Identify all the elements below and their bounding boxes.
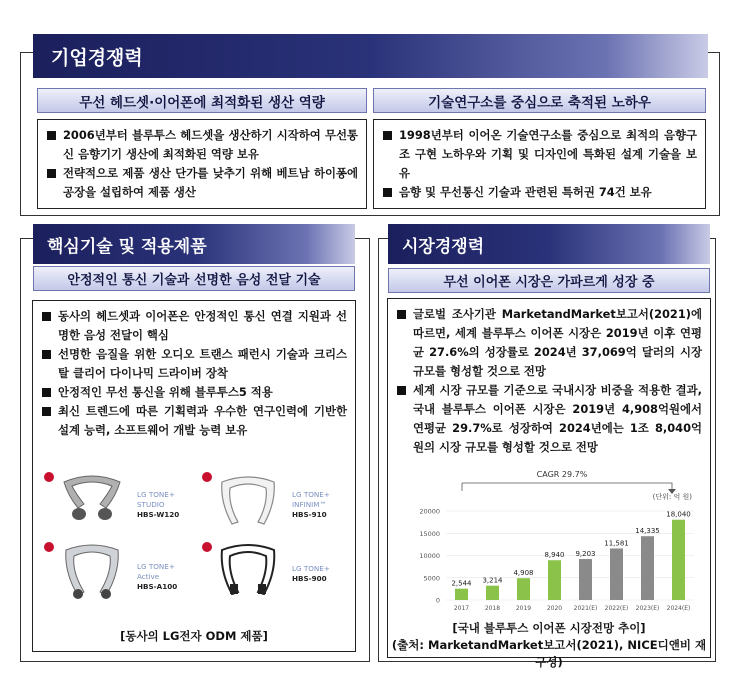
bar-value-label: 2,544 [451, 579, 472, 588]
market-section-title: 시장경쟁력 [388, 224, 710, 264]
bar-2018 [486, 586, 499, 600]
company-right-box [373, 119, 706, 209]
bar-value-label: 3,214 [482, 576, 503, 585]
bar-value-label: 14,335 [635, 527, 660, 536]
product-hbs-a100 [42, 540, 192, 602]
company-section-title [33, 34, 708, 78]
product-series: LG TONE+ STUDIO [137, 490, 175, 509]
bar-2023(E) [641, 536, 654, 600]
x-tick-label: 2018 [484, 605, 501, 612]
neckband-headset-icon [56, 474, 128, 526]
cagr-arrow [462, 483, 672, 491]
bar-2021(E) [579, 559, 592, 600]
bar-value-label: 18,040 [666, 510, 691, 519]
bar-2020 [548, 560, 561, 600]
product-hbs-910 [200, 468, 350, 530]
bar-2017 [455, 589, 468, 600]
x-tick-label: 2020 [546, 605, 563, 612]
tech-bullet: 안정적인 무선 통신을 위해 블루투스5 적용 [41, 383, 347, 402]
x-tick-label: 2024(E) [666, 605, 691, 612]
bar-2022(E) [610, 548, 623, 600]
product-hbs-w120 [42, 468, 192, 530]
company-left-box [37, 119, 367, 209]
tech-products-caption: [동사의 LG전자 ODM 제품] [120, 629, 268, 643]
market-chart-caption [387, 620, 711, 671]
x-tick-label: 2021(E) [573, 605, 598, 612]
lg-logo-icon [44, 472, 54, 482]
company-right-bullet: 음향 및 무선통신 기술과 관련된 특허권 74건 보유 [382, 183, 697, 202]
market-bullet: 글로벌 조사기관 MarketandMarket보고서(2021)에 따르면, 세계 블루투스 이어폰 시장은 2019년 이후 연평균 27.6%의 성장률로 2024년 37,069억 달러의 시장 규모를 형성할 것으로 전망 [396, 305, 702, 381]
x-tick-label: 2017 [453, 605, 470, 612]
market-bullet: 세계 시장 규모를 기준으로 국내시장 비중을 적용한 결과, 국내 블루투스 이어폰 시장은 2019년 4,908억원에서 연평균 29.7%로 성장하여 2024년에는 1조 8,040억 원의 시장 규모를 형성할 것으로 전망 [396, 381, 702, 457]
lg-logo-icon [44, 542, 54, 552]
product-model: HBS-A100 [137, 582, 178, 591]
neckband-headset-icon [56, 542, 128, 600]
bar-2024(E) [672, 520, 685, 600]
unit-label: (단위: 억 원) [652, 493, 692, 501]
tech-bullet: 최신 트렌드에 따른 기획력과 우수한 연구인력에 기반한 설계 능력, 소프트웨어 개발 능력 보유 [41, 402, 347, 440]
bar-value-label: 8,940 [544, 551, 565, 560]
y-tick-label: 15000 [419, 529, 440, 538]
neckband-headset-icon [212, 542, 284, 600]
neckband-headset-icon [212, 472, 284, 530]
company-left-bullet: 전략적으로 제품 생산 단가를 낮추기 위해 베트남 하이퐁에 공장을 설립하여 제품 생산 [46, 164, 358, 202]
y-tick-label: 20000 [419, 507, 440, 516]
x-tick-label: 2019 [515, 605, 532, 612]
tech-bullet: 선명한 음질을 위한 오디오 트랜스 패런시 기술과 크리스탈 클리어 다이나믹 드라이버 장착 [41, 345, 347, 383]
market-chart-source: (출처: MarketandMarket보고서(2021), NICE디앤비 재구성) [391, 638, 707, 669]
cagr-annotation: CAGR 29.7% [536, 470, 588, 479]
company-right-bullet: 1998년부터 이어온 기술연구소를 중심으로 최적의 음향구조 구현 노하우와 기획 및 디자인에 특화된 설계 기술을 보유 [382, 126, 697, 183]
y-tick-label: 5000 [423, 574, 440, 583]
company-left-subtitle: 무선 헤드셋·이어폰에 최적화된 생산 역량 [37, 88, 367, 113]
tech-section-title: 핵심기술 및 적용제품 [33, 224, 355, 264]
product-hbs-900 [200, 540, 350, 602]
company-left-bullet: 2006년부터 블루투스 헤드셋을 생산하기 시작하여 무선통신 음향기기 생산에 최적화된 역량 보유 [46, 126, 358, 164]
company-right-subtitle: 기술연구소를 중심으로 축적된 노하우 [373, 88, 706, 113]
market-size-bar-chart [402, 467, 702, 617]
bar-value-label: 9,203 [575, 550, 596, 559]
bar-2019 [517, 578, 530, 600]
company-title-text: 기업경쟁력 [51, 46, 143, 69]
product-model: HBS-900 [292, 574, 327, 583]
tech-bullet: 동사의 헤드셋과 이어폰은 안정적인 통신 연결 지원과 선명한 음성 전달이 핵심 [41, 307, 347, 345]
tech-subtitle: 안정적인 통신 기술과 선명한 음성 전달 기술 [33, 266, 355, 291]
product-model: HBS-W120 [137, 510, 180, 519]
product-model: HBS-910 [292, 510, 327, 519]
x-tick-label: 2023(E) [635, 605, 660, 612]
product-series: LG TONE+ [292, 564, 330, 573]
market-chart-title: [국내 블루투스 이어폰 시장전망 추이] [452, 621, 646, 635]
product-series: LG TONE+ Active [137, 562, 175, 581]
lg-logo-icon [202, 472, 212, 482]
market-subtitle: 무선 이어폰 시장은 가파르게 성장 중 [388, 268, 710, 293]
bar-value-label: 4,908 [513, 569, 534, 578]
product-series: LG TONE+ INFINIM™ [292, 490, 330, 509]
y-tick-label: 0 [435, 596, 440, 605]
y-tick-label: 10000 [419, 552, 440, 560]
lg-logo-icon [202, 542, 212, 552]
x-tick-label: 2022(E) [604, 605, 629, 612]
bar-value-label: 11,581 [604, 539, 629, 548]
